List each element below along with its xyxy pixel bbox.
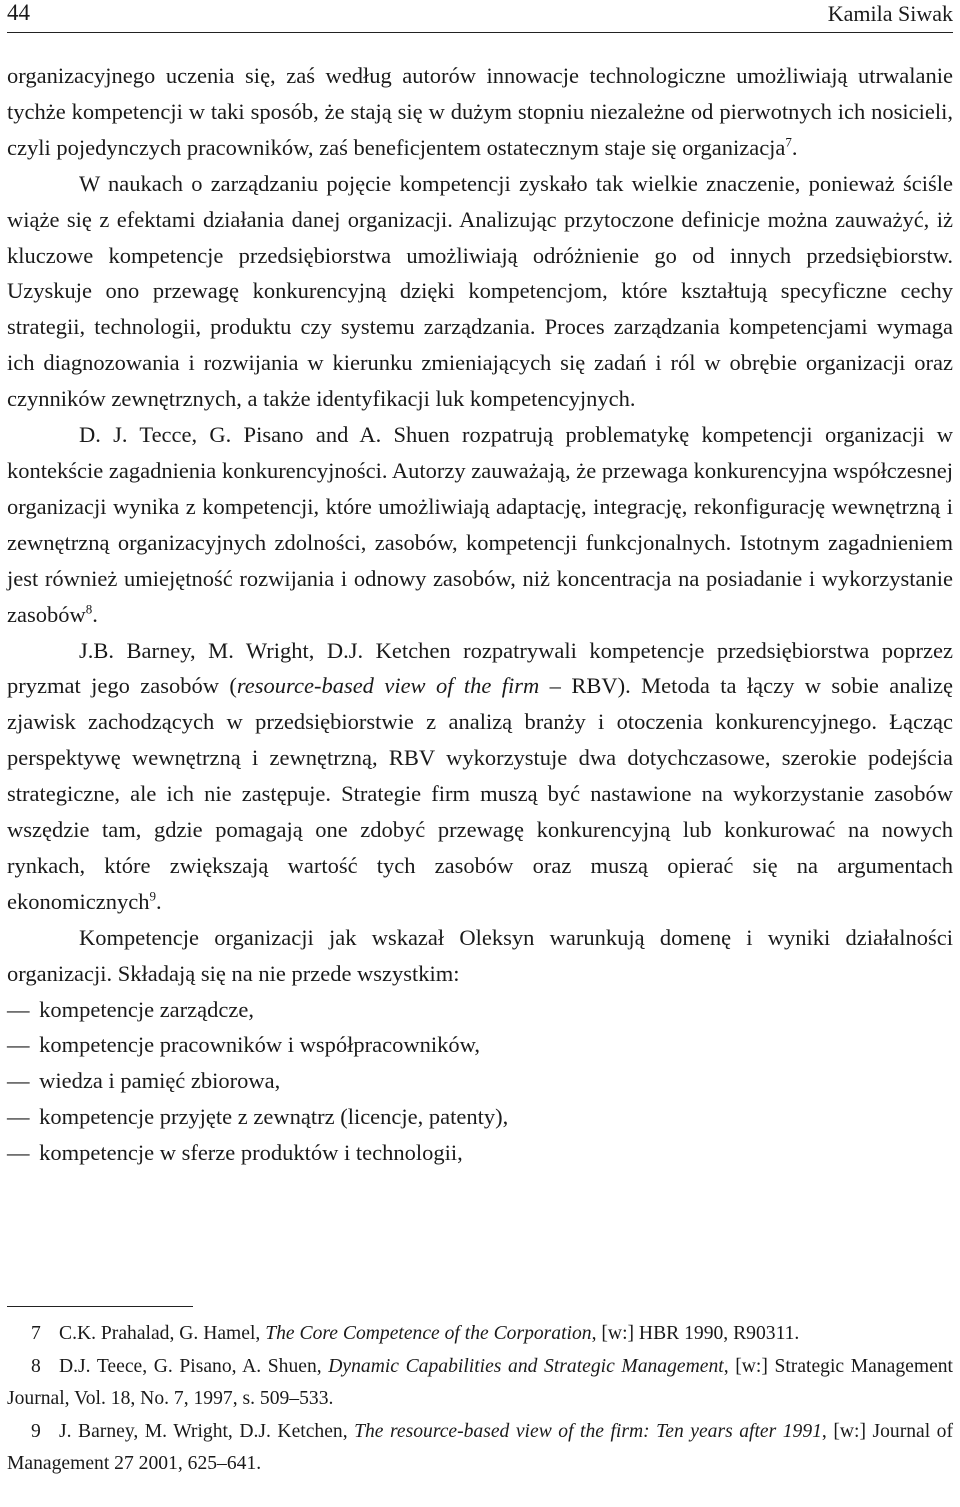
italic-text: Dynamic Capabilities and Strategic Management [328,1355,724,1377]
footnote-number: 7 [31,1323,41,1344]
footnotes [7,1318,953,1481]
page-header [7,0,953,33]
text-run: , [w:] HBR 1990, R90311. [591,1323,800,1344]
dash-marker: — [7,1104,30,1130]
dash-marker: — [7,1068,30,1094]
text-run: D.J. Teece, G. Pisano, A. Shuen, [59,1355,329,1377]
footnote-ref: 7 [785,134,792,150]
text-run: , [w:] Strategic Management Journal, Vol. 18, No. 7, 1997, s. 509–533. [7,1355,954,1409]
paragraph [7,417,953,632]
footnote [7,1318,953,1351]
text-run: W naukach o zarządzaniu pojęcie kompetencji zyskało tak wielkie znaczenie, ponieważ ściśle wiąże się z efektami działania danej organizacji. Analizując przytoczone definicje można zauważyć, iż kluczowe kompetencje przedsiębiorstwa umożliwiają odróżnienie go od innych przedsiębiorstw. Uzyskuje ono przewagę konkurencyjną dzięki kompetencjom, które kształtują specyficzne cechy strategii, technologii, produktu czy systemu zarządzania. Proces zarządzania kompetencjami wymaga ich diagnozowania i rozwijania w kierunku zmieniających się zadań i ról w obrębie organizacji oraz czynników zewnętrznych, a także identyfikacji luk kompetencyjnych. [7,170,953,412]
footnote-separator [7,1306,193,1307]
text-run: J. Barney, M. Wright, D.J. Ketchen, [59,1420,355,1442]
text-run: Kompetencje organizacji jak wskazał Oleksyn warunkują domenę i wyniki działalności organizacji. Składają się na nie przede wszystkim: [7,924,953,986]
italic-text: The Core Competence of the Corporation [265,1323,592,1344]
text-run: – RBV). Metoda ta łączy w sobie analizę zjawisk zachodzących w przedsiębiorstwie z analizą branży i otoczenia konkurencyjnego. Łącząc perspektywę wewnętrzną i zewnętrzną, RBV wykorzystuje dwa dotychczasowe, szerokie podejścia strategiczne, ale ich nie zastępuje. Strategie firm muszą być nastawione na wykorzystanie zasobów wszędzie tam, gdzie pomagają one zdobyć przewagę konkurencyjną lub konkurować na nowych rynkach, które zwiększają wartość tych zasobów oraz muszą opierać się na argumentach ekonomicznych [7,673,953,914]
list-item-text: kompetencje zarządcze, [39,996,254,1022]
paragraph [7,166,953,417]
text-run: C.K. Prahalad, G. Hamel, [59,1323,266,1344]
footnote-ref: 9 [149,888,156,904]
text-run: organizacyjnego uczenia się, zaś według autorów innowacje technologiczne umożliwiają utrwalanie tychże kompetencji w taki sposób, że stają się w dużym stopniu niezależne od pierwotnych ich nosicieli, czyli pojedynczych pracowników, zaś beneficjentem ostatecznym staje się organizacja [7,63,953,160]
text-run: D. J. Tecce, G. Pisano and A. Shuen rozpatrują problematykę kompetencji organizacji w kontekście zagadnienia konkurencyjności. Autorzy zauważają, że przewaga konkurencyjna współczesnej organizacji wynika z kompetencji, które umożliwiają adaptację, integrację, rekonfigurację wewnętrzną i zewnętrzną organizacyjnych zdolności, zasobów, kompetencji funkcjonalnych. Istotnym zagadnieniem jest również umiejętność rozwijania i odnowy zasobów, niż koncentracja na posiadanie i wykorzystanie zasobów [7,422,953,627]
text-run: J.B. Barney, M. Wright, D.J. Ketchen rozpatrywali kompetencje przedsiębiorstwa poprzez pryzmat jego zasobów ( [7,637,953,699]
running-head-author: Kamila Siwak [827,1,953,26]
list-item-text: kompetencje przyjęte z zewnątrz (licencje, patenty), [39,1104,509,1130]
paragraph [7,920,953,992]
list-item [7,1063,953,1099]
italic-text: resource-based view of the firm [236,673,540,699]
page-number: 44 [7,0,30,25]
list-item-text: wiedza i pamięć zbiorowa, [39,1068,281,1094]
list-item [7,1027,953,1063]
paragraph [7,58,953,166]
footnote [7,1416,953,1481]
dash-marker: — [7,1140,30,1166]
list-item-text: kompetencje pracowników i współpracowników, [39,1032,481,1058]
list-item [7,1135,953,1171]
text-run: . [791,134,798,160]
dash-marker: — [7,996,30,1022]
text-run: . [155,888,162,914]
list-item [7,1099,953,1135]
italic-text: The resource-based view of the firm: Ten years after 1991 [354,1420,822,1442]
list-item [7,992,953,1028]
list-item-text: kompetencje w sferze produktów i technologii, [39,1140,463,1166]
body-text [7,58,953,1171]
dash-marker: — [7,1032,30,1058]
paragraph [7,633,953,920]
footnote [7,1351,953,1416]
competence-list [7,992,953,1172]
footnote-number: 9 [31,1420,41,1442]
paragraphs [7,58,953,992]
text-run: . [92,601,98,627]
footnote-number: 8 [31,1355,41,1377]
text-run: , [w:] Journal of Management 27 2001, 625–641. [7,1420,953,1474]
footnote-ref: 8 [85,601,93,617]
